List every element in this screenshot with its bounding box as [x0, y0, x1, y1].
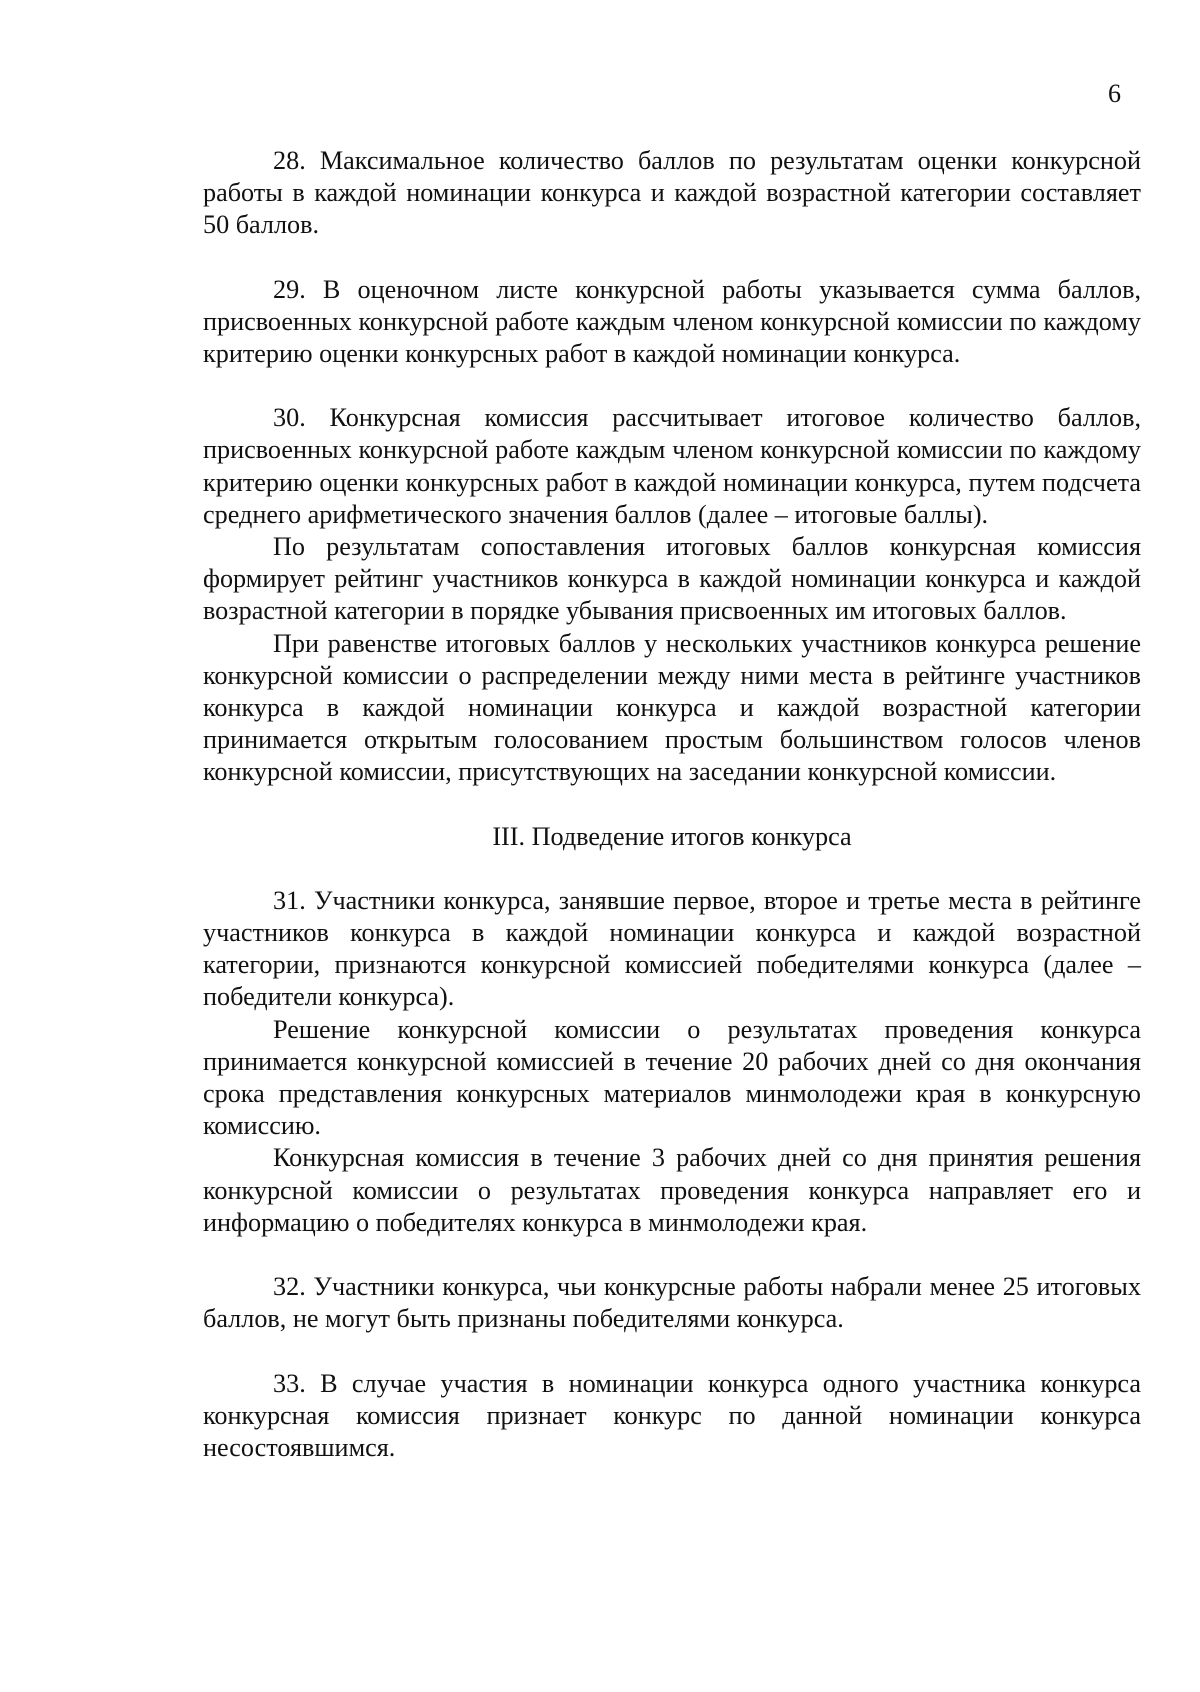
paragraph-31-decision: Решение конкурсной комиссии о результатах проведения конкурса принимается конкурсной комиссией в течение 20 рабочих дней со дня окончания срока представления конкурсных материалов минмолодежи края в конкурсную комиссию.: [203, 1014, 1141, 1141]
paragraph-29: 29. В оценочном листе конкурсной работы указывается сумма баллов, присвоенных конкурсной работе каждым членом конкурсной комиссии по каждому критерию оценки конкурсных работ в каждой номинации конкурса.: [203, 274, 1141, 369]
paragraph-31: 31. Участники конкурса, занявшие первое, второе и третье места в рейтинге участников конкурса в каждой номинации конкурса и каждой возрастной категории, признаются конкурсной комиссией победителями конкурса (далее – победители конкурса).: [203, 885, 1141, 1012]
paragraph-28: 28. Максимальное количество баллов по результатам оценки конкурсной работы в каждой номинации конкурса и каждой возрастной категории составляет 50 баллов.: [203, 146, 1141, 240]
paragraph-32: 32. Участники конкурса, чьи конкурсные работы набрали менее 25 итоговых баллов, не могут быть признаны победителями конкурса.: [203, 1272, 1141, 1334]
paragraph-30-ranking: По результатам сопоставления итоговых баллов конкурсная комиссия формирует рейтинг участников конкурса в каждой номинации конкурса и каждой возрастной категории в порядке убывания присвоенных им итоговых баллов.: [203, 532, 1141, 626]
page-number: 6: [1108, 79, 1121, 108]
paragraph-30: 30. Конкурсная комиссия рассчитывает итоговое количество баллов, присвоенных конкурсной работе каждым членом конкурсной комиссии по каждому критерию оценки конкурсных работ в каждой номинации конкурса, путем подсчета среднего арифметического значения баллов (далее – итоговые баллы).: [203, 403, 1141, 529]
paragraph-33: 33. В случае участия в номинации конкурса одного участника конкурса конкурсная комиссия признает конкурс по данной номинации конкурса несостоявшимся.: [203, 1368, 1141, 1462]
document-body: [203, 145, 1141, 1464]
paragraph-30-tie: При равенстве итоговых баллов у нескольких участников конкурса решение конкурсной комиссии о распределении между ними места в рейтинге участников конкурса в каждой номинации конкурса и каждой возрастной категории принимается открытым голосованием простым большинством голосов членов конкурсной комиссии, присутствующих на заседании конкурсной комиссии.: [203, 628, 1141, 787]
paragraph-31-notice: Конкурсная комиссия в течение 3 рабочих дней со дня принятия решения конкурсной комиссии о результатах проведения конкурса направляет его и информацию о победителях конкурса в минмолодежи края.: [203, 1143, 1141, 1237]
section-heading: III. Подведение итогов конкурса: [492, 821, 852, 851]
